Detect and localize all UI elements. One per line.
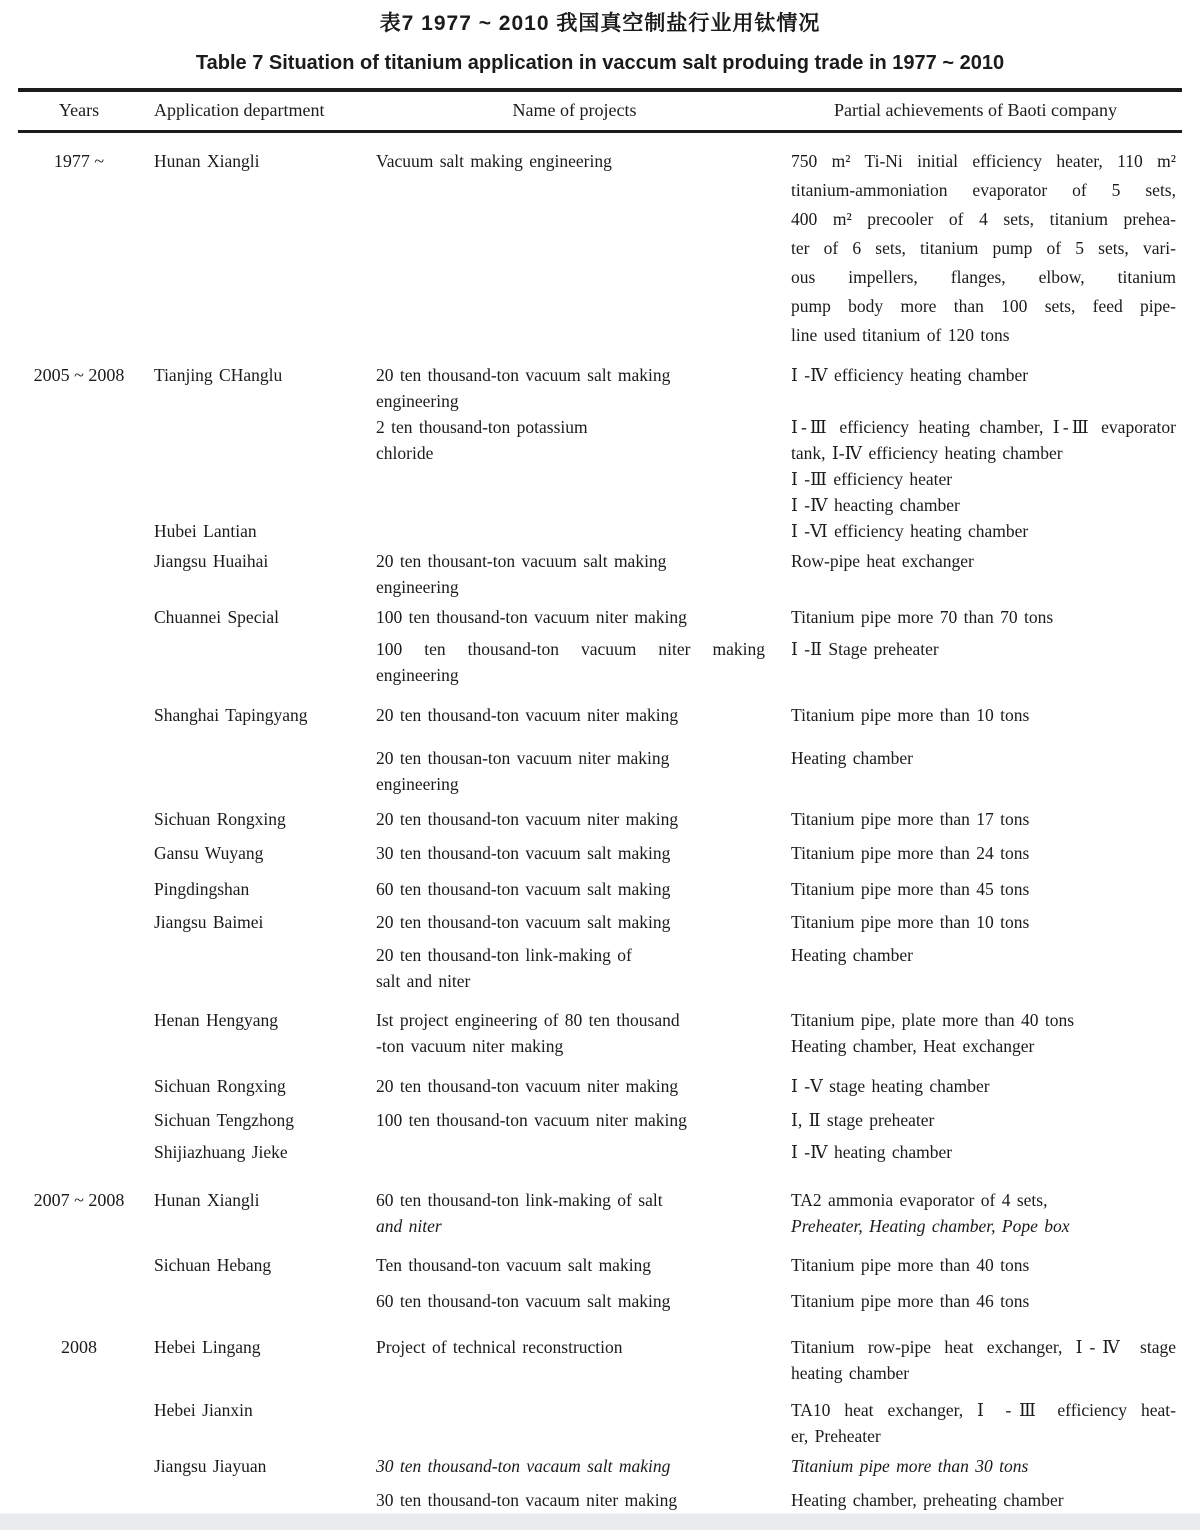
achievement-cell [773, 604, 1178, 630]
table-row [20, 1139, 1178, 1165]
achievement-cell [773, 414, 1178, 518]
achievement-cell [773, 1107, 1178, 1133]
table-row [20, 1288, 1178, 1314]
years-cell [20, 1073, 138, 1099]
project-cell [376, 362, 773, 414]
achievement-cell [773, 840, 1178, 866]
table-row [20, 147, 1178, 350]
project-cell-line: engineering [376, 774, 459, 794]
years-cell [20, 604, 138, 630]
project-cell-line: engineering [376, 665, 459, 685]
achievement-cell-line: Heating chamber [791, 945, 914, 965]
years-cell [20, 876, 138, 902]
achievement-cell-line: Ⅰ -Ⅲ efficiency heater [791, 469, 953, 489]
achievement-cell [773, 702, 1178, 728]
achievement-cell-line: line used titanium of 120 tons [791, 325, 1010, 345]
table-row [20, 1397, 1178, 1449]
project-cell-line: Vacuum salt making engineering [376, 151, 612, 171]
achievement-cell [773, 1139, 1178, 1165]
years-cell: 2007 ~ 2008 [33, 1190, 125, 1210]
project-cell-line: 100 ten thousand-ton vacuum niter making [376, 639, 765, 659]
achievement-cell-line: Titanium pipe more than 45 tons [791, 879, 1030, 899]
years-cell [20, 806, 138, 832]
achievement-cell-line: Heating chamber, Heat exchanger [791, 1036, 1035, 1056]
project-cell [376, 840, 773, 866]
years-cell [20, 1007, 138, 1059]
achievement-cell [773, 806, 1178, 832]
achievement-cell-line: Ⅰ -Ⅳ heating chamber [791, 1142, 953, 1162]
table-row [20, 876, 1178, 902]
achievement-cell [773, 1007, 1178, 1059]
achievement-cell-line: heating chamber [791, 1363, 910, 1383]
project-cell-line: Project of technical reconstruction [376, 1337, 623, 1357]
project-cell [376, 636, 773, 688]
achievement-cell-line: Ⅰ -Ⅱ Stage preheater [791, 639, 939, 659]
table-row [20, 1334, 1178, 1386]
department-cell: Shijiazhuang Jieke [154, 1142, 288, 1162]
achievement-cell [773, 1487, 1178, 1513]
years-cell [20, 1139, 138, 1165]
achievement-cell-line: Titanium pipe more than 17 tons [791, 809, 1030, 829]
achievement-cell [773, 745, 1178, 797]
project-cell [376, 745, 773, 797]
achievement-cell [773, 362, 1178, 414]
achievement-cell-line: Titanium pipe more than 10 tons [791, 705, 1030, 725]
project-cell-line: chloride [376, 443, 434, 463]
department-cell: Hubei Lantian [154, 521, 257, 541]
achievement-cell [773, 1397, 1178, 1449]
project-cell-line: Ten thousand-ton vacuum salt making [376, 1255, 652, 1275]
department-cell: Sichuan Tengzhong [154, 1110, 294, 1130]
project-cell [376, 1487, 773, 1513]
years-cell [20, 942, 138, 994]
department-cell [138, 942, 376, 994]
achievement-cell-line: Titanium pipe more than 40 tons [791, 1255, 1030, 1275]
project-cell [376, 1397, 773, 1449]
table-header-row [20, 92, 1178, 130]
project-cell-line: and niter [376, 1216, 442, 1236]
department-cell [138, 1288, 376, 1314]
project-cell [376, 414, 773, 518]
years-cell [20, 636, 138, 688]
achievement-cell-line: er, Preheater [791, 1426, 881, 1446]
department-cell [138, 745, 376, 797]
project-cell [376, 942, 773, 994]
achievement-cell-line: Ⅰ-Ⅲ efficiency heating chamber, Ⅰ-Ⅲ evaporator [791, 417, 1176, 437]
project-cell-line: 2 ten thousand-ton potassium [376, 417, 588, 437]
achievement-cell-line: Titanium pipe more 70 than 70 tons [791, 607, 1054, 627]
project-cell [376, 909, 773, 935]
project-cell-line: -ton vacuum niter making [376, 1036, 564, 1056]
department-cell: Chuannei Special [154, 607, 279, 627]
table-body [0, 147, 1200, 1513]
achievement-cell [773, 1288, 1178, 1314]
project-cell [376, 1252, 773, 1278]
project-cell [376, 604, 773, 630]
achievement-cell-line: Preheater, Heating chamber, Pope box [791, 1216, 1070, 1236]
years-cell [20, 414, 138, 518]
project-cell [376, 518, 773, 544]
department-cell: Gansu Wuyang [154, 843, 264, 863]
achievement-cell-line: Titanium pipe more than 46 tons [791, 1291, 1030, 1311]
table-row [20, 806, 1178, 832]
achievement-cell-line: Titanium pipe more than 10 tons [791, 912, 1030, 932]
project-cell-line: 30 ten thousand-ton vacuum salt making [376, 843, 671, 863]
table-row [20, 1453, 1178, 1479]
project-cell [376, 1139, 773, 1165]
column-header-years: Years [58, 100, 100, 120]
project-cell-line: 60 ten thousand-ton link-making of salt [376, 1190, 663, 1210]
achievement-cell-line: TA2 ammonia evaporator of 4 sets, [791, 1190, 1048, 1210]
department-cell: Tianjing CHanglu [154, 365, 283, 385]
department-cell [138, 414, 376, 518]
department-cell [138, 1487, 376, 1513]
years-cell [20, 1288, 138, 1314]
project-cell-line: 20 ten thousand-ton vacuum niter making [376, 705, 679, 725]
years-cell: 2008 [61, 1337, 97, 1357]
achievement-cell [773, 876, 1178, 902]
project-cell-line: salt and niter [376, 971, 471, 991]
project-cell [376, 1334, 773, 1386]
department-cell: Sichuan Rongxing [154, 809, 286, 829]
project-cell-line: 30 ten thousand-ton vacaum salt making [376, 1456, 671, 1476]
table-row [20, 1107, 1178, 1133]
years-cell [20, 745, 138, 797]
achievement-cell-line: 750 m² Ti-Ni initial efficiency heater, 110 m² [791, 151, 1176, 171]
achievement-cell-line: tank, Ⅰ-Ⅳ efficiency heating chamber [791, 443, 1063, 463]
project-cell-line: Ist project engineering of 80 ten thousand [376, 1010, 680, 1030]
project-cell [376, 1007, 773, 1059]
department-cell: Jiangsu Huaihai [154, 551, 269, 571]
table-row [20, 1487, 1178, 1513]
achievement-cell [773, 1252, 1178, 1278]
project-cell [376, 702, 773, 728]
achievement-cell-line: Ⅰ -Ⅳ efficiency heating chamber [791, 365, 1029, 385]
project-cell-line: 60 ten thousand-ton vacuum salt making [376, 879, 671, 899]
department-cell: Jiangsu Jiayuan [154, 1456, 267, 1476]
years-cell: 1977 ~ [53, 151, 105, 171]
table-row [20, 745, 1178, 797]
achievement-cell-line: Titanium pipe more than 30 tons [791, 1456, 1029, 1476]
achievement-cell-line: Ⅰ -Ⅵ efficiency heating chamber [791, 521, 1029, 541]
achievement-cell-line: TA10 heat exchanger, Ⅰ -Ⅲ efficiency heat- [791, 1400, 1176, 1420]
achievement-cell-line: ous impellers, flanges, elbow, titanium [791, 267, 1176, 287]
department-cell: Hunan Xiangli [154, 151, 260, 171]
achievement-cell-line: 400 m² precooler of 4 sets, titanium prehea- [791, 209, 1176, 229]
department-cell: Pingdingshan [154, 879, 250, 899]
years-cell [20, 840, 138, 866]
achievement-cell [773, 942, 1178, 994]
achievement-cell [773, 909, 1178, 935]
achievement-cell-line: pump body more than 100 sets, feed pipe- [791, 296, 1176, 316]
project-cell-line: 20 ten thousand-ton vacuum salt making [376, 912, 671, 932]
years-cell [20, 1487, 138, 1513]
achievement-cell-line: titanium-ammoniation evaporator of 5 sets, [791, 180, 1176, 200]
years-cell [20, 1252, 138, 1278]
table-row [20, 414, 1178, 518]
project-cell-line: engineering [376, 577, 459, 597]
table-row [20, 1073, 1178, 1099]
project-cell-line: engineering [376, 391, 459, 411]
department-cell: Hebei Jianxin [154, 1400, 253, 1420]
years-cell [20, 1397, 138, 1449]
project-cell [376, 1073, 773, 1099]
table-title-chinese: 表7 1977 ~ 2010 我国真空制盐行业用钛情况 [379, 12, 821, 35]
table-row [20, 1252, 1178, 1278]
achievement-cell [773, 1187, 1178, 1239]
table-row [20, 1187, 1178, 1239]
achievement-cell-line: Heating chamber, preheating chamber [791, 1490, 1064, 1510]
table-header-rule [18, 130, 1182, 133]
project-cell [376, 548, 773, 600]
project-cell [376, 1187, 773, 1239]
department-cell [138, 636, 376, 688]
achievement-cell [773, 518, 1178, 544]
project-cell [376, 1107, 773, 1133]
department-cell: Jiangsu Baimei [154, 912, 264, 932]
achievement-cell-line: Ⅰ -Ⅳ heacting chamber [791, 495, 960, 515]
table-row [20, 636, 1178, 688]
table-title-english: Table 7 Situation of titanium application in vaccum salt produing trade in 1977 ~ 2010 [195, 52, 1005, 74]
table-row [20, 909, 1178, 935]
years-cell [20, 548, 138, 600]
project-cell-line: 20 ten thousant-ton vacuum salt making [376, 551, 667, 571]
department-cell: Hunan Xiangli [154, 1190, 260, 1210]
page-bottom-scan-strip [0, 1513, 1200, 1530]
years-cell [20, 518, 138, 544]
years-cell: 2005 ~ 2008 [33, 365, 125, 385]
achievement-cell-line: Row-pipe heat exchanger [791, 551, 974, 571]
achievement-cell-line: Ⅰ -Ⅴ stage heating chamber [791, 1076, 990, 1096]
years-cell [20, 1453, 138, 1479]
achievement-cell-line: Titanium row-pipe heat exchanger, Ⅰ-Ⅳ stage [791, 1337, 1176, 1357]
table-row [20, 518, 1178, 544]
project-cell-line: 20 ten thousan-ton vacuum niter making [376, 748, 670, 768]
table-row [20, 702, 1178, 728]
table-row [20, 840, 1178, 866]
column-header-name-of-projects: Name of projects [512, 100, 637, 120]
project-cell-line: 20 ten thousand-ton vacuum salt making [376, 365, 671, 385]
department-cell: Sichuan Hebang [154, 1255, 272, 1275]
project-cell [376, 806, 773, 832]
column-header-application-department: Application department [154, 100, 325, 120]
table-row [20, 942, 1178, 994]
achievement-cell-line: Titanium pipe more than 24 tons [791, 843, 1030, 863]
achievement-cell-line: Ⅰ, Ⅱ stage preheater [791, 1110, 935, 1130]
achievement-cell [773, 1453, 1178, 1479]
project-cell-line: 20 ten thousand-ton link-making of [376, 945, 632, 965]
project-cell [376, 876, 773, 902]
department-cell: Sichuan Rongxing [154, 1076, 286, 1096]
table-row [20, 1007, 1178, 1059]
project-cell [376, 147, 773, 350]
years-cell [20, 1107, 138, 1133]
achievement-cell-line: ter of 6 sets, titanium pump of 5 sets, vari- [791, 238, 1176, 258]
department-cell: Shanghai Tapingyang [154, 705, 308, 725]
project-cell-line: 100 ten thousand-ton vacuum niter making [376, 607, 687, 627]
achievement-cell [773, 147, 1178, 350]
achievement-cell [773, 548, 1178, 600]
achievement-cell-line: Heating chamber [791, 748, 914, 768]
department-cell: Henan Hengyang [154, 1010, 278, 1030]
years-cell [20, 909, 138, 935]
project-cell [376, 1288, 773, 1314]
project-cell [376, 1453, 773, 1479]
project-cell-line: 20 ten thousand-ton vacuum niter making [376, 1076, 679, 1096]
department-cell: Hebei Lingang [154, 1337, 261, 1357]
project-cell-line: 20 ten thousand-ton vacuum niter making [376, 809, 679, 829]
project-cell-line: 60 ten thousand-ton vacuum salt making [376, 1291, 671, 1311]
achievement-cell-line: Titanium pipe, plate more than 40 tons [791, 1010, 1075, 1030]
achievement-cell [773, 636, 1178, 688]
column-header-partial-achievements: Partial achievements of Baoti company [834, 100, 1117, 120]
table-row [20, 604, 1178, 630]
project-cell-line: 30 ten thousand-ton vacaum niter making [376, 1490, 678, 1510]
years-cell [20, 702, 138, 728]
project-cell-line: 100 ten thousand-ton vacuum niter making [376, 1110, 687, 1130]
achievement-cell [773, 1073, 1178, 1099]
table-row [20, 548, 1178, 600]
achievement-cell [773, 1334, 1178, 1386]
table-row [20, 362, 1178, 414]
